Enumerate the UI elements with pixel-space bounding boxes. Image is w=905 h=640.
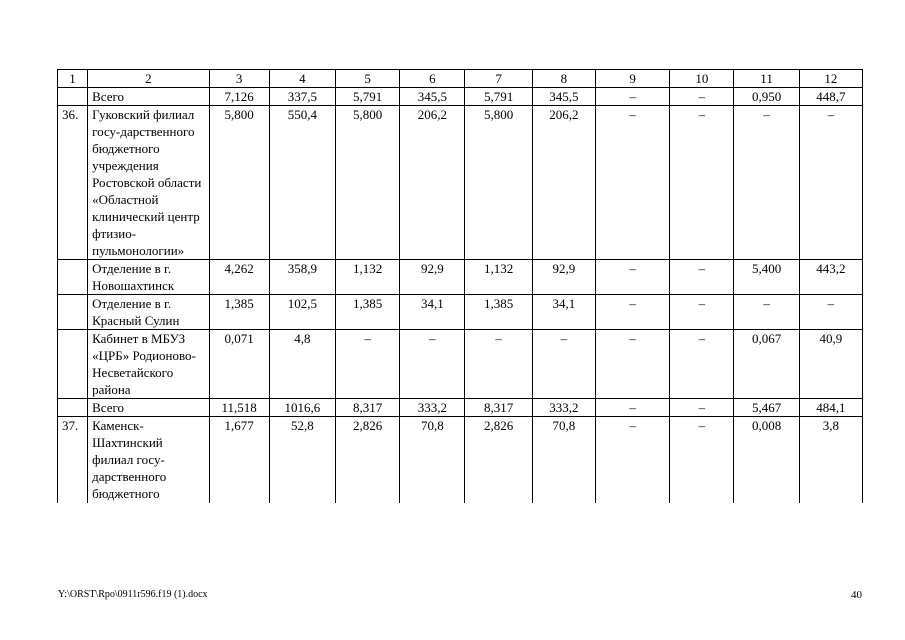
value-cell: –	[670, 295, 734, 330]
value-cell: –	[595, 106, 669, 260]
value-cell: 5,400	[734, 260, 799, 295]
header-cell: 7	[465, 70, 532, 88]
value-cell: 2,826	[465, 417, 532, 504]
value-cell: 1016,6	[269, 399, 335, 417]
row-number-cell: 37.	[58, 417, 88, 504]
value-cell: –	[595, 88, 669, 106]
value-cell: 34,1	[400, 295, 465, 330]
value-cell: –	[532, 330, 595, 399]
row-name-cell: Всего	[88, 88, 209, 106]
row-number-cell	[58, 260, 88, 295]
row-name-cell: Гуковский филиал госу-дарственного бюджетного учреждения Ростовской области «Областной клинический центр фтизио-пульмонологии»	[88, 106, 209, 260]
value-cell: –	[799, 295, 862, 330]
row-number-cell	[58, 88, 88, 106]
table-row	[58, 399, 863, 417]
value-cell: –	[734, 295, 799, 330]
value-cell: 4,262	[209, 260, 269, 295]
value-cell: –	[336, 330, 400, 399]
header-cell: 8	[532, 70, 595, 88]
value-cell: –	[595, 399, 669, 417]
value-cell: 11,518	[209, 399, 269, 417]
value-cell: 1,385	[336, 295, 400, 330]
table-row	[58, 260, 863, 295]
page-number: 40	[851, 589, 862, 601]
value-cell: –	[670, 399, 734, 417]
value-cell: –	[465, 330, 532, 399]
table-row	[58, 417, 863, 504]
data-table	[57, 69, 863, 503]
value-cell: 5,800	[465, 106, 532, 260]
header-cell: 6	[400, 70, 465, 88]
table-row	[58, 106, 863, 260]
value-cell: 3,8	[799, 417, 862, 504]
value-cell: –	[595, 417, 669, 504]
table-row	[58, 88, 863, 106]
value-cell: 5,800	[336, 106, 400, 260]
value-cell: –	[595, 260, 669, 295]
value-cell: 5,791	[336, 88, 400, 106]
value-cell: 7,126	[209, 88, 269, 106]
value-cell: 550,4	[269, 106, 335, 260]
value-cell: 92,9	[532, 260, 595, 295]
header-cell: 11	[734, 70, 799, 88]
value-cell: 206,2	[400, 106, 465, 260]
value-cell: –	[670, 88, 734, 106]
value-cell: –	[595, 295, 669, 330]
value-cell: 5,800	[209, 106, 269, 260]
value-cell: 206,2	[532, 106, 595, 260]
value-cell: –	[670, 106, 734, 260]
row-number-cell: 36.	[58, 106, 88, 260]
header-cell: 3	[209, 70, 269, 88]
value-cell: –	[670, 417, 734, 504]
value-cell: 8,317	[336, 399, 400, 417]
table-row	[58, 295, 863, 330]
value-cell: 443,2	[799, 260, 862, 295]
row-name-cell: Кабинет в МБУЗ «ЦРБ» Родионово-Несветайского района	[88, 330, 209, 399]
value-cell: 333,2	[400, 399, 465, 417]
value-cell: 2,826	[336, 417, 400, 504]
value-cell: 358,9	[269, 260, 335, 295]
value-cell: 0,067	[734, 330, 799, 399]
value-cell: 5,467	[734, 399, 799, 417]
value-cell: 345,5	[400, 88, 465, 106]
value-cell: 345,5	[532, 88, 595, 106]
header-cell: 1	[58, 70, 88, 88]
value-cell: –	[670, 330, 734, 399]
value-cell: 52,8	[269, 417, 335, 504]
row-name-cell: Отделение в г. Красный Сулин	[88, 295, 209, 330]
value-cell: 1,385	[465, 295, 532, 330]
value-cell: 1,677	[209, 417, 269, 504]
value-cell: 337,5	[269, 88, 335, 106]
row-name-cell: Каменск-Шахтинский филиал госу-дарственного бюджетного	[88, 417, 209, 504]
header-cell: 12	[799, 70, 862, 88]
row-number-cell	[58, 399, 88, 417]
row-name-cell: Отделение в г. Новошахтинск	[88, 260, 209, 295]
value-cell: 102,5	[269, 295, 335, 330]
value-cell: 448,7	[799, 88, 862, 106]
row-number-cell	[58, 295, 88, 330]
header-cell: 5	[336, 70, 400, 88]
row-number-cell	[58, 330, 88, 399]
table-row	[58, 330, 863, 399]
value-cell: 4,8	[269, 330, 335, 399]
value-cell: 0,950	[734, 88, 799, 106]
value-cell: 333,2	[532, 399, 595, 417]
value-cell: –	[799, 106, 862, 260]
value-cell: 0,008	[734, 417, 799, 504]
value-cell: 5,791	[465, 88, 532, 106]
value-cell: –	[400, 330, 465, 399]
header-cell: 10	[670, 70, 734, 88]
footer-file-path: Y:\ORST\Rpo\0911r596.f19 (1).docx	[58, 589, 208, 600]
row-name-cell: Всего	[88, 399, 209, 417]
value-cell: 484,1	[799, 399, 862, 417]
value-cell: –	[734, 106, 799, 260]
value-cell: 8,317	[465, 399, 532, 417]
value-cell: 92,9	[400, 260, 465, 295]
value-cell: 1,132	[465, 260, 532, 295]
value-cell: 70,8	[532, 417, 595, 504]
header-cell: 9	[595, 70, 669, 88]
value-cell: –	[595, 330, 669, 399]
value-cell: 34,1	[532, 295, 595, 330]
value-cell: –	[670, 260, 734, 295]
header-row	[58, 70, 863, 88]
value-cell: 1,132	[336, 260, 400, 295]
header-cell: 4	[269, 70, 335, 88]
value-cell: 1,385	[209, 295, 269, 330]
value-cell: 40,9	[799, 330, 862, 399]
value-cell: 0,071	[209, 330, 269, 399]
value-cell: 70,8	[400, 417, 465, 504]
header-cell: 2	[88, 70, 209, 88]
